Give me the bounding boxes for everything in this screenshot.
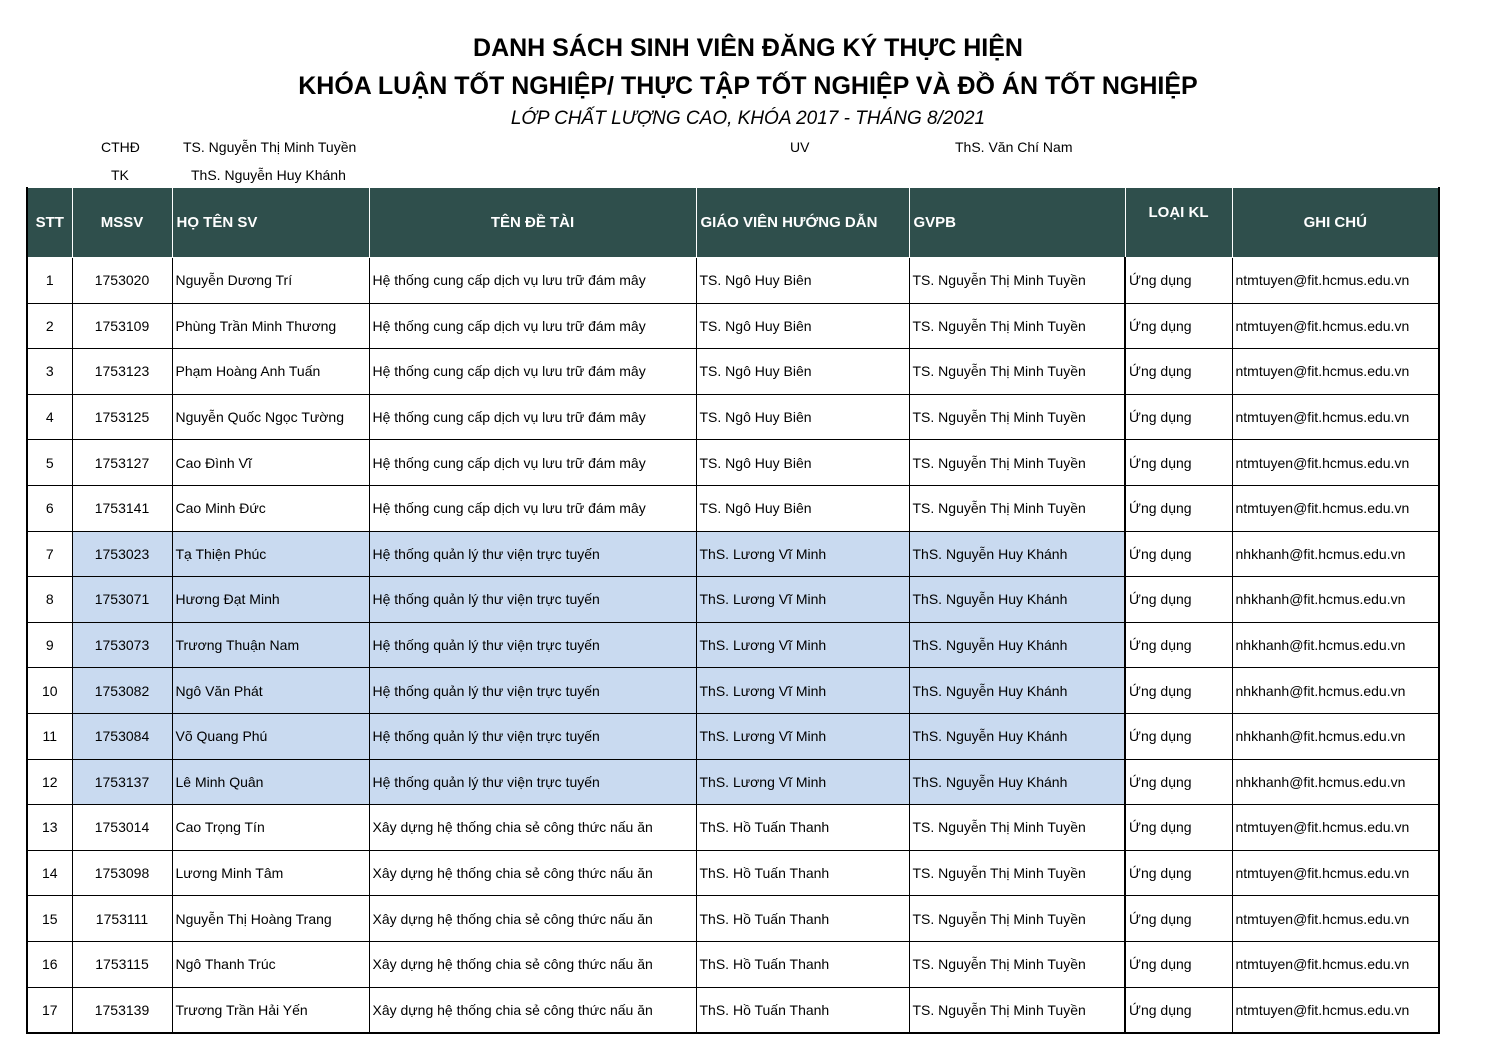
row-reviewer: TS. Nguyễn Thị Minh Tuyền	[909, 941, 1125, 987]
table-row	[27, 622, 1439, 668]
row-advisor: ThS. Lương Vĩ Minh	[696, 713, 909, 759]
column-header-advisor: GIÁO VIÊN HƯỚNG DẪN	[696, 188, 909, 258]
row-topic: Hệ thống cung cấp dịch vụ lưu trữ đám mây	[369, 394, 696, 440]
row-reviewer: TS. Nguyễn Thị Minh Tuyền	[909, 805, 1125, 851]
row-advisor: ThS. Lương Vĩ Minh	[696, 668, 909, 714]
row-student-id: 1753098	[72, 850, 172, 896]
member-name: ThS. Văn Chí Nam	[955, 139, 1073, 155]
row-advisor: ThS. Lương Vĩ Minh	[696, 759, 909, 805]
row-thesis-type: Ứng dụng	[1125, 805, 1232, 851]
chair-label: CTHĐ	[101, 139, 140, 155]
column-header-note: GHI CHÚ	[1232, 188, 1439, 258]
row-advisor: TS. Ngô Huy Biên	[696, 440, 909, 486]
row-reviewer: ThS. Nguyễn Huy Khánh	[909, 668, 1125, 714]
row-stt: 5	[27, 440, 72, 486]
row-thesis-type: Ứng dụng	[1125, 440, 1232, 486]
row-topic: Hệ thống cung cấp dịch vụ lưu trữ đám mây	[369, 258, 696, 304]
column-header-topic: TÊN ĐỀ TÀI	[369, 188, 696, 258]
row-note-email: nhkhanh@fit.hcmus.edu.vn	[1232, 577, 1439, 623]
row-thesis-type: Ứng dụng	[1125, 668, 1232, 714]
row-reviewer: TS. Nguyễn Thị Minh Tuyền	[909, 394, 1125, 440]
chair-name: TS. Nguyễn Thị Minh Tuyền	[183, 139, 357, 155]
row-stt: 4	[27, 394, 72, 440]
row-stt: 2	[27, 303, 72, 349]
table-row	[27, 713, 1439, 759]
row-stt: 11	[27, 713, 72, 759]
row-student-id: 1753137	[72, 759, 172, 805]
row-student-name: Lương Minh Tâm	[172, 850, 369, 896]
table-row	[27, 896, 1439, 942]
document-title-line2: KHÓA LUẬN TỐT NGHIỆP/ THỰC TẬP TỐT NGHIỆP VÀ ĐỒ ÁN TỐT NGHIỆP	[298, 72, 1198, 100]
row-advisor: TS. Ngô Huy Biên	[696, 349, 909, 395]
row-topic: Xây dựng hệ thống chia sẻ công thức nấu ăn	[369, 850, 696, 896]
row-stt: 13	[27, 805, 72, 851]
row-topic: Hệ thống cung cấp dịch vụ lưu trữ đám mây	[369, 440, 696, 486]
row-reviewer: TS. Nguyễn Thị Minh Tuyền	[909, 987, 1125, 1033]
row-thesis-type: Ứng dụng	[1125, 485, 1232, 531]
row-note-email: nhkhanh@fit.hcmus.edu.vn	[1232, 668, 1439, 714]
row-thesis-type: Ứng dụng	[1125, 303, 1232, 349]
row-topic: Hệ thống quản lý thư viện trực tuyến	[369, 759, 696, 805]
row-stt: 14	[27, 850, 72, 896]
row-topic: Hệ thống cung cấp dịch vụ lưu trữ đám mây	[369, 349, 696, 395]
document-subtitle: LỚP CHẤT LƯỢNG CAO, KHÓA 2017 - THÁNG 8/2021	[510, 108, 986, 129]
row-student-name: Phùng Trần Minh Thương	[172, 303, 369, 349]
row-reviewer: TS. Nguyễn Thị Minh Tuyền	[909, 440, 1125, 486]
row-advisor: ThS. Lương Vĩ Minh	[696, 531, 909, 577]
row-reviewer: TS. Nguyễn Thị Minh Tuyền	[909, 485, 1125, 531]
row-advisor: ThS. Hồ Tuấn Thanh	[696, 896, 909, 942]
row-note-email: nhkhanh@fit.hcmus.edu.vn	[1232, 622, 1439, 668]
row-student-id: 1753082	[72, 668, 172, 714]
table-row	[27, 668, 1439, 714]
row-stt: 9	[27, 622, 72, 668]
row-student-id: 1753109	[72, 303, 172, 349]
row-student-id: 1753139	[72, 987, 172, 1033]
column-header-mssv: MSSV	[72, 188, 172, 258]
row-thesis-type: Ứng dụng	[1125, 987, 1232, 1033]
row-student-name: Cao Đình Vĩ	[172, 440, 369, 486]
row-student-name: Võ Quang Phú	[172, 713, 369, 759]
table-row	[27, 303, 1439, 349]
row-reviewer: TS. Nguyễn Thị Minh Tuyền	[909, 349, 1125, 395]
row-stt: 7	[27, 531, 72, 577]
row-note-email: nhkhanh@fit.hcmus.edu.vn	[1232, 759, 1439, 805]
row-topic: Hệ thống quản lý thư viện trực tuyến	[369, 577, 696, 623]
row-thesis-type: Ứng dụng	[1125, 531, 1232, 577]
row-topic: Hệ thống quản lý thư viện trực tuyến	[369, 713, 696, 759]
table-row	[27, 485, 1439, 531]
row-thesis-type: Ứng dụng	[1125, 850, 1232, 896]
table-row	[27, 941, 1439, 987]
row-note-email: ntmtuyen@fit.hcmus.edu.vn	[1232, 941, 1439, 987]
row-topic: Hệ thống cung cấp dịch vụ lưu trữ đám mây	[369, 485, 696, 531]
row-topic: Xây dựng hệ thống chia sẻ công thức nấu ăn	[369, 941, 696, 987]
row-reviewer: ThS. Nguyễn Huy Khánh	[909, 531, 1125, 577]
row-advisor: TS. Ngô Huy Biên	[696, 485, 909, 531]
row-stt: 3	[27, 349, 72, 395]
member-label: UV	[790, 139, 810, 155]
row-thesis-type: Ứng dụng	[1125, 258, 1232, 304]
row-note-email: ntmtuyen@fit.hcmus.edu.vn	[1232, 303, 1439, 349]
row-note-email: nhkhanh@fit.hcmus.edu.vn	[1232, 531, 1439, 577]
row-thesis-type: Ứng dụng	[1125, 622, 1232, 668]
row-reviewer: TS. Nguyễn Thị Minh Tuyền	[909, 303, 1125, 349]
row-student-id: 1753073	[72, 622, 172, 668]
row-stt: 15	[27, 896, 72, 942]
row-student-id: 1753020	[72, 258, 172, 304]
row-note-email: ntmtuyen@fit.hcmus.edu.vn	[1232, 987, 1439, 1033]
student-table	[26, 187, 1440, 1034]
row-topic: Xây dựng hệ thống chia sẻ công thức nấu ăn	[369, 805, 696, 851]
table-row	[27, 987, 1439, 1033]
row-stt: 16	[27, 941, 72, 987]
secretary-name: ThS. Nguyễn Huy Khánh	[191, 167, 346, 183]
row-topic: Hệ thống cung cấp dịch vụ lưu trữ đám mây	[369, 303, 696, 349]
column-header-stt: STT	[27, 188, 72, 258]
row-advisor: ThS. Hồ Tuấn Thanh	[696, 987, 909, 1033]
row-reviewer: TS. Nguyễn Thị Minh Tuyền	[909, 258, 1125, 304]
row-student-name: Nguyễn Thị Hoàng Trang	[172, 896, 369, 942]
row-topic: Hệ thống quản lý thư viện trực tuyến	[369, 531, 696, 577]
column-header-name: HỌ TÊN SV	[172, 188, 369, 258]
row-topic: Hệ thống quản lý thư viện trực tuyến	[369, 622, 696, 668]
row-topic: Hệ thống quản lý thư viện trực tuyến	[369, 668, 696, 714]
row-topic: Xây dựng hệ thống chia sẻ công thức nấu ăn	[369, 896, 696, 942]
row-advisor: TS. Ngô Huy Biên	[696, 303, 909, 349]
row-student-id: 1753127	[72, 440, 172, 486]
row-thesis-type: Ứng dụng	[1125, 896, 1232, 942]
row-student-id: 1753071	[72, 577, 172, 623]
table-row	[27, 850, 1439, 896]
row-student-name: Tạ Thiện Phúc	[172, 531, 369, 577]
row-advisor: ThS. Lương Vĩ Minh	[696, 577, 909, 623]
row-student-name: Cao Trọng Tín	[172, 805, 369, 851]
row-student-name: Hương Đạt Minh	[172, 577, 369, 623]
row-student-name: Cao Minh Đức	[172, 485, 369, 531]
row-thesis-type: Ứng dụng	[1125, 713, 1232, 759]
row-student-name: Ngô Thanh Trúc	[172, 941, 369, 987]
row-student-name: Trương Thuận Nam	[172, 622, 369, 668]
row-stt: 1	[27, 258, 72, 304]
table-row	[27, 531, 1439, 577]
row-advisor: ThS. Hồ Tuấn Thanh	[696, 805, 909, 851]
row-reviewer: TS. Nguyễn Thị Minh Tuyền	[909, 896, 1125, 942]
row-note-email: nhkhanh@fit.hcmus.edu.vn	[1232, 713, 1439, 759]
row-thesis-type: Ứng dụng	[1125, 349, 1232, 395]
table-row	[27, 394, 1439, 440]
row-student-id: 1753125	[72, 394, 172, 440]
table-header-row	[27, 188, 1439, 258]
row-stt: 17	[27, 987, 72, 1033]
row-student-id: 1753111	[72, 896, 172, 942]
table-row	[27, 440, 1439, 486]
row-reviewer: ThS. Nguyễn Huy Khánh	[909, 713, 1125, 759]
table-row	[27, 759, 1439, 805]
row-thesis-type: Ứng dụng	[1125, 577, 1232, 623]
row-topic: Xây dựng hệ thống chia sẻ công thức nấu ăn	[369, 987, 696, 1033]
row-student-name: Nguyễn Dương Trí	[172, 258, 369, 304]
secretary-label: TK	[111, 167, 129, 183]
row-student-id: 1753123	[72, 349, 172, 395]
row-thesis-type: Ứng dụng	[1125, 941, 1232, 987]
row-reviewer: ThS. Nguyễn Huy Khánh	[909, 622, 1125, 668]
row-advisor: ThS. Hồ Tuấn Thanh	[696, 941, 909, 987]
document-title-line1: DANH SÁCH SINH VIÊN ĐĂNG KÝ THỰC HIỆN	[473, 34, 1023, 62]
row-note-email: ntmtuyen@fit.hcmus.edu.vn	[1232, 394, 1439, 440]
row-student-id: 1753115	[72, 941, 172, 987]
row-stt: 6	[27, 485, 72, 531]
table-row	[27, 577, 1439, 623]
row-advisor: TS. Ngô Huy Biên	[696, 258, 909, 304]
row-note-email: ntmtuyen@fit.hcmus.edu.vn	[1232, 896, 1439, 942]
row-thesis-type: Ứng dụng	[1125, 394, 1232, 440]
row-student-id: 1753141	[72, 485, 172, 531]
row-student-name: Lê Minh Quân	[172, 759, 369, 805]
row-stt: 8	[27, 577, 72, 623]
row-advisor: ThS. Hồ Tuấn Thanh	[696, 850, 909, 896]
row-student-id: 1753084	[72, 713, 172, 759]
row-note-email: ntmtuyen@fit.hcmus.edu.vn	[1232, 258, 1439, 304]
row-student-id: 1753023	[72, 531, 172, 577]
row-note-email: ntmtuyen@fit.hcmus.edu.vn	[1232, 485, 1439, 531]
row-student-id: 1753014	[72, 805, 172, 851]
row-reviewer: ThS. Nguyễn Huy Khánh	[909, 577, 1125, 623]
row-note-email: ntmtuyen@fit.hcmus.edu.vn	[1232, 349, 1439, 395]
row-stt: 10	[27, 668, 72, 714]
row-thesis-type: Ứng dụng	[1125, 759, 1232, 805]
row-reviewer: TS. Nguyễn Thị Minh Tuyền	[909, 850, 1125, 896]
table-row	[27, 258, 1439, 304]
column-header-reviewer: GVPB	[909, 188, 1125, 258]
row-note-email: ntmtuyen@fit.hcmus.edu.vn	[1232, 850, 1439, 896]
row-stt: 12	[27, 759, 72, 805]
row-note-email: ntmtuyen@fit.hcmus.edu.vn	[1232, 805, 1439, 851]
column-header-thesis-type: LOẠI KL	[1125, 188, 1232, 258]
row-advisor: ThS. Lương Vĩ Minh	[696, 622, 909, 668]
row-advisor: TS. Ngô Huy Biên	[696, 394, 909, 440]
row-reviewer: ThS. Nguyễn Huy Khánh	[909, 759, 1125, 805]
table-row	[27, 349, 1439, 395]
row-student-name: Phạm Hoàng Anh Tuấn	[172, 349, 369, 395]
row-note-email: ntmtuyen@fit.hcmus.edu.vn	[1232, 440, 1439, 486]
row-student-name: Trương Trần Hải Yến	[172, 987, 369, 1033]
row-student-name: Nguyễn Quốc Ngọc Tường	[172, 394, 369, 440]
row-student-name: Ngô Văn Phát	[172, 668, 369, 714]
table-row	[27, 805, 1439, 851]
